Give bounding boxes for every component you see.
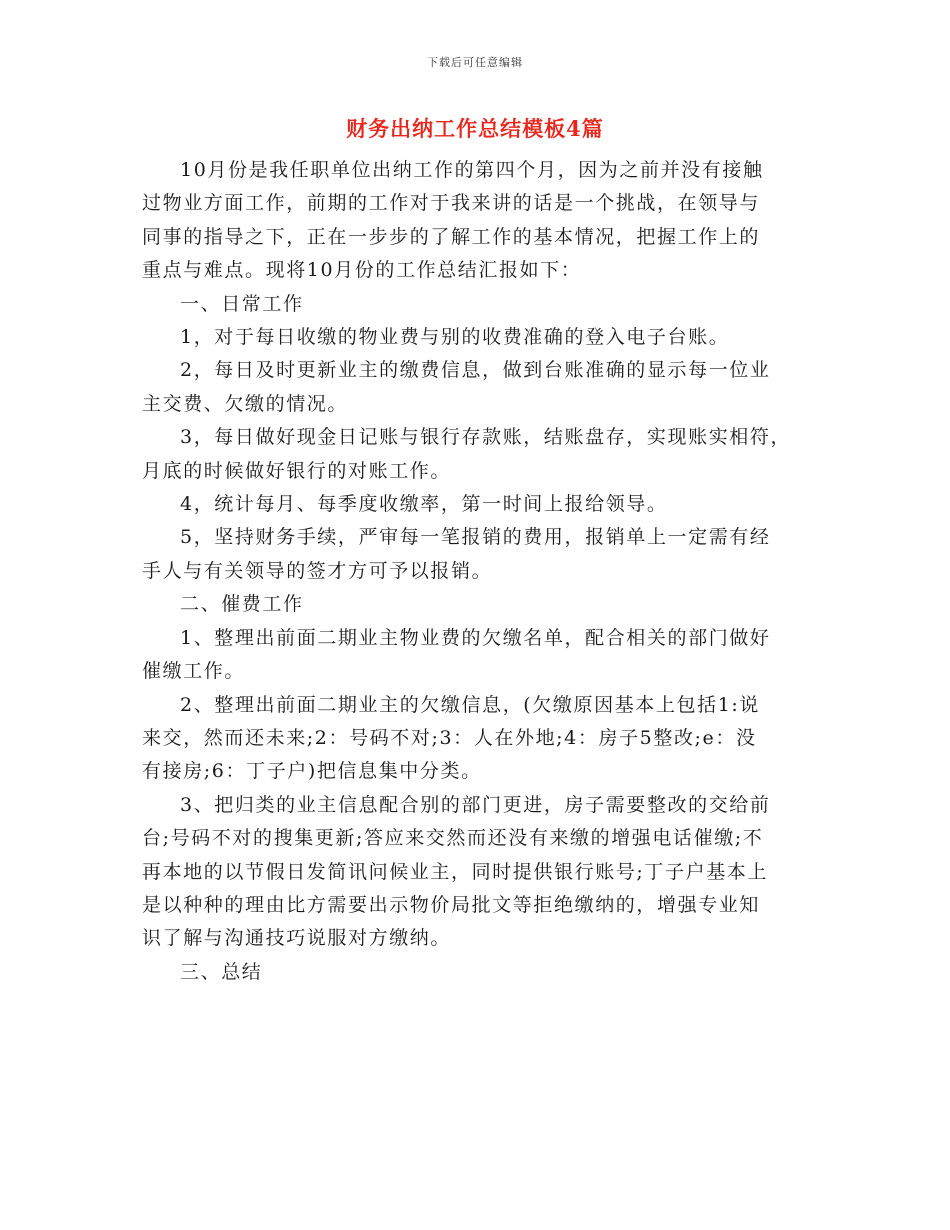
document-title: 财务出纳工作总结模板4篇 [346, 116, 604, 141]
section-heading-summary: 三、总结 [180, 960, 263, 983]
list-item: 2，每日及时更新业主的缴费信息，做到台账准确的显示每一位业 主交费、欠缴的情况。 [142, 359, 771, 415]
document-body [142, 154, 822, 989]
list-item: 1、整理出前面二期业主物业费的欠缴名单，配合相关的部门做好 催缴工作。 [142, 626, 771, 683]
list-item: 5，坚持财务手续，严审每一笔报销的费用，报销单上一定需有经 手人与有关领导的签才方可予以报销。 [142, 526, 771, 582]
list-item: 2、整理出前面二期业主的欠缴信息，(欠缴原因基本上包括1:说 来交，然而还未来;2：号码不对;3：人在外地;4：房子5整改;e：没 有接房;6：丁子户)把信息集中分类。 [142, 693, 760, 783]
list-item: 4，统计每月、每季度收缴率，第一时间上报给领导。 [180, 493, 668, 516]
section-heading-daily-work: 一、日常工作 [180, 292, 304, 315]
section-heading-fee-collection: 二、催费工作 [180, 593, 304, 616]
intro-paragraph: 10月份是我任职单位出纳工作的第四个月，因为之前并没有接触 过物业方面工作，前期的工作对于我来讲的话是一个挑战，在领导与 同事的指导之下，正在一步步的了解工作的基本情况，把握工作上的 重点与难点。现将10月份的工作总结汇报如下： [142, 159, 764, 282]
list-item: 3，每日做好现金日记账与银行存款账，结账盘存，实现账实相符， 月底的时候做好银行的对账工作。 [142, 426, 792, 482]
list-item: 3、把归类的业主信息配合别的部门更进，房子需要整改的交给前 台;号码不对的搜集更新;答应来交然而还没有来缴的增强电话催缴;不 再本地的以节假日发简讯问候业主，同时提供银行账号;丁子户基本上 是以种种的理由比方需要出示物价局批文等拒绝缴纳的，增强专业知 识了解与沟通技巧说服对方缴纳。 [142, 793, 771, 950]
page-header-note: 下载后可任意编辑 [427, 56, 523, 69]
list-item: 1，对于每日收缴的物业费与别的收费准确的登入电子台账。 [180, 326, 730, 349]
